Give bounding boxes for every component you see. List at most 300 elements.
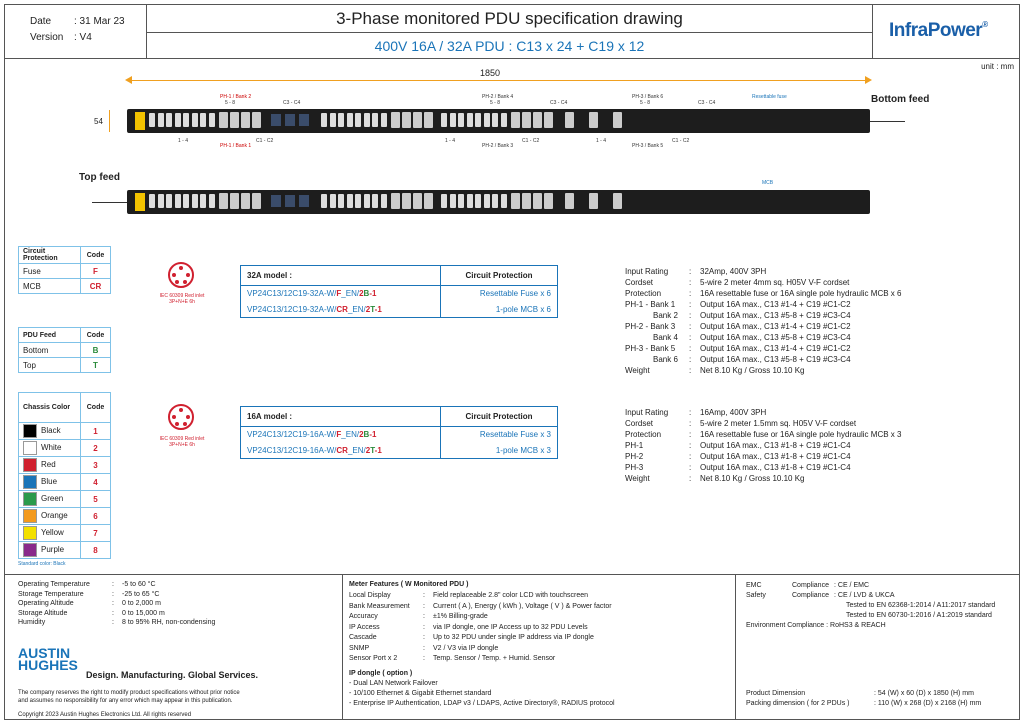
bank-label-ph1-b2: PH-1 / Bank 2 — [220, 94, 252, 100]
version-label: Version — [30, 32, 64, 43]
header-title-block — [147, 4, 872, 59]
spec-label: Protection — [625, 430, 662, 439]
chassis-header: Chassis Color — [19, 393, 81, 423]
meter-display-icon — [271, 114, 281, 126]
spec-value: 16Amp, 400V 3PH — [700, 408, 767, 417]
meter-colon: : — [423, 602, 425, 610]
c13-outlet-icon — [330, 113, 336, 127]
inlet-label-32a: IEC 60309 Red inlet 3P+N+E 6h — [159, 293, 205, 305]
env-colon: : — [112, 590, 114, 598]
product-dimension-label: Product Dimension — [746, 690, 806, 697]
iec60309-inlet-icon — [168, 404, 194, 430]
meter-colon: : — [423, 644, 425, 652]
legend-name: Orange — [19, 508, 81, 525]
length-dimension-line — [127, 80, 870, 81]
legend-code: T — [81, 358, 111, 373]
c19-outlet-icon — [544, 112, 553, 128]
c13-outlet-icon — [183, 194, 189, 208]
page-title: 3-Phase monitored PDU specification drawing — [147, 4, 872, 33]
bank-label-ph3-b6: PH-3 / Bank 6 — [632, 94, 664, 100]
chassis-code-header: Code — [81, 393, 111, 423]
spec-colon: : — [689, 441, 692, 450]
c19-outlet-icon — [219, 112, 228, 128]
model-number: VP24C13/12C19-16A-W/F_EN/2B-1 — [241, 427, 441, 443]
spec-value: 32Amp, 400V 3PH — [700, 267, 767, 276]
pdu-feed-table — [18, 327, 111, 373]
dongle-item: - Dual LAN Network Failover — [349, 680, 438, 687]
meter-display-icon — [271, 195, 281, 207]
color-swatch — [23, 492, 37, 506]
c13-outlet-icon — [175, 194, 181, 208]
page-subtitle: 400V 16A / 32A PDU : C13 x 24 + C19 x 12 — [374, 38, 645, 54]
packing-dimension-label: Packing dimension ( for 2 PDUs ) — [746, 700, 850, 707]
protection-value: 1-pole MCB x 3 — [441, 443, 558, 459]
date-label: Date — [30, 16, 52, 27]
resettable-fuse-label: Resettable fuse — [752, 94, 787, 100]
c13-outlet-icon — [166, 113, 172, 127]
c19-outlet-icon — [252, 112, 261, 128]
legend-name: Red — [19, 457, 81, 474]
logo-text-a: Infra — [889, 20, 928, 41]
c19-outlet-icon — [219, 193, 228, 209]
pdu-bottom-feed-drawing — [127, 109, 870, 133]
meter-value: V2 / V3 via IP dongle — [433, 644, 499, 652]
resettable-fuse-icon — [589, 112, 598, 128]
circuit-code-header: Code — [81, 247, 111, 264]
bank-label-ph1-b1: PH-1 / Bank 1 — [220, 143, 252, 149]
bank-c19-ph3-b5: C1 - C2 — [672, 138, 690, 144]
c19-outlet-icon — [230, 193, 239, 209]
emc-value: : CE / EMC — [834, 582, 870, 589]
spec-colon: : — [689, 267, 692, 276]
bank-label-ph3-b5: PH-3 / Bank 5 — [632, 143, 664, 149]
color-swatch — [23, 458, 37, 472]
c19-outlet-icon — [252, 193, 261, 209]
model-table-32a — [240, 265, 558, 318]
c13-outlet-icon — [458, 194, 464, 208]
legend-name: Purple — [19, 542, 81, 559]
c13-outlet-icon — [475, 194, 481, 208]
tagline: Design. Manufacturing. Global Services. — [86, 670, 259, 680]
c13-outlet-icon — [347, 113, 353, 127]
table-row — [241, 286, 558, 302]
c19-outlet-icon — [511, 112, 520, 128]
spec-value: Output 16A max., C13 #1-4 + C19 #C1-C2 — [700, 322, 851, 331]
env-value: -25 to 65 °C — [122, 590, 160, 598]
legend-code: 3 — [81, 457, 111, 474]
c19-outlet-icon — [413, 112, 422, 128]
legend-name: Yellow — [19, 525, 81, 542]
circuit-protection-table — [18, 246, 111, 294]
c19-outlet-icon — [533, 193, 542, 209]
resettable-fuse-icon — [613, 112, 622, 128]
height-dimension-line — [109, 110, 110, 132]
table-row — [19, 474, 111, 491]
c13-outlet-icon — [149, 194, 155, 208]
safety-value: : CE / LVD & UKCA — [834, 592, 895, 599]
infrapower-logo — [889, 20, 988, 42]
safety-label: Safety — [746, 592, 766, 599]
table-row — [241, 427, 558, 443]
env-label: Storage Temperature — [18, 590, 84, 598]
legend-name: Bottom — [19, 343, 81, 358]
footer-environment — [4, 574, 343, 720]
c13-outlet-icon — [321, 194, 327, 208]
bank-c19-ph2-b4: C3 - C4 — [550, 100, 568, 106]
length-value: 1850 — [480, 68, 501, 78]
c19-outlet-icon — [241, 112, 250, 128]
feed-code-header: Code — [81, 328, 111, 343]
spec-label: PH-1 - Bank 1 — [625, 300, 676, 309]
meter-colon: : — [423, 634, 425, 641]
model-16a-header: 16A model : — [241, 407, 441, 427]
c13-outlet-icon — [192, 113, 198, 127]
austin-hughes-logo: AUSTIN HUGHES — [18, 645, 78, 673]
c13-outlet-icon — [338, 113, 344, 127]
spec-colon: : — [689, 452, 692, 461]
legend-code: 5 — [81, 491, 111, 508]
meter-label: SNMP — [349, 644, 370, 652]
model-number: VP24C13/12C19-32A-W/CR_EN/2T-1 — [241, 302, 441, 318]
disclaimer-2: and assumes no responsibility for any error which may appear in this publication. — [18, 698, 233, 704]
protection-value: Resettable Fuse x 6 — [441, 286, 558, 302]
mcb-breaker-icon — [565, 193, 574, 209]
meter-colon: : — [423, 613, 425, 620]
spec-colon: : — [689, 300, 692, 309]
bank-c19-ph1-b1: C1 - C2 — [256, 138, 274, 144]
iec60309-inlet-icon — [168, 262, 194, 288]
spec-value: Output 16A max., C13 #1-8 + C19 #C1-C4 — [700, 452, 851, 461]
env-colon: : — [112, 581, 114, 588]
c13-outlet-icon — [364, 194, 370, 208]
c13-outlet-icon — [501, 194, 507, 208]
c13-outlet-icon — [475, 113, 481, 127]
meter-value: ±1% Billing-grade — [433, 613, 488, 620]
legend-name: Blue — [19, 474, 81, 491]
legend-name: MCB — [19, 279, 81, 294]
safety-compliance: Compliance — [792, 592, 829, 599]
spec-colon: : — [689, 278, 692, 287]
spec-label: Cordset — [625, 419, 654, 428]
legend-code: 1 — [81, 423, 111, 440]
table-row — [241, 302, 558, 318]
legend-code: CR — [81, 279, 111, 294]
env-value: -5 to 60 °C — [122, 581, 156, 588]
c13-outlet-icon — [467, 113, 473, 127]
meter-label: Bank Measurement — [349, 602, 410, 610]
standard-color-note: Standard color: Black — [18, 561, 66, 567]
c13-outlet-icon — [441, 194, 447, 208]
mcb-label: MCB — [762, 180, 774, 186]
color-swatch — [23, 526, 37, 540]
legend-name: Black — [19, 423, 81, 440]
label-plate — [135, 112, 145, 130]
meter-features-title: Meter Features ( W Monitored PDU ) — [349, 581, 469, 588]
emc-compliance: Compliance — [792, 582, 829, 589]
spec-value: Output 16A max., C13 #1-4 + C19 #C1-C2 — [700, 344, 851, 353]
meter-port-icon — [299, 195, 309, 207]
spec-value: Output 16A max., C13 #1-8 + C19 #C1-C4 — [700, 463, 851, 472]
spec-value: Output 16A max., C13 #5-8 + C19 #C3-C4 — [700, 333, 851, 342]
ip-dongle-title: IP dongle ( option ) — [349, 670, 413, 677]
c19-outlet-icon — [424, 193, 433, 209]
env-label: Storage Altitude — [18, 609, 68, 617]
env-colon: : — [112, 609, 114, 617]
footer-meter-features — [343, 574, 736, 720]
c13-outlet-icon — [441, 113, 447, 127]
c13-outlet-icon — [175, 113, 181, 127]
c13-outlet-icon — [458, 113, 464, 127]
meter-port-icon — [285, 195, 295, 207]
legend-code: 2 — [81, 440, 111, 457]
safety-value-2: Tested to EN 62368-1:2014 / A11:2017 standard — [846, 602, 996, 609]
spec-label: PH-3 - Bank 5 — [625, 344, 676, 353]
spec-colon: : — [689, 289, 692, 298]
top-feed-cable — [92, 202, 127, 203]
c13-outlet-icon — [381, 113, 387, 127]
bank-range-ph2-b4: 5 - 8 — [490, 100, 501, 106]
table-row — [19, 440, 111, 457]
c13-outlet-icon — [492, 194, 498, 208]
c19-outlet-icon — [391, 193, 400, 209]
spec-colon: : — [689, 419, 692, 428]
color-swatch — [23, 543, 37, 557]
env-label: Operating Altitude — [18, 600, 74, 607]
c19-outlet-icon — [424, 112, 433, 128]
c13-outlet-icon — [467, 194, 473, 208]
spec-label: PH-2 - Bank 3 — [625, 322, 676, 331]
spec-colon: : — [689, 463, 692, 472]
header-meta — [4, 4, 147, 59]
table-row — [241, 443, 558, 459]
spec-label: Input Rating — [625, 267, 669, 276]
legend-name: Green — [19, 491, 81, 508]
bank-range-ph1-b2: 5 - 8 — [225, 100, 236, 106]
c13-outlet-icon — [158, 113, 164, 127]
c13-outlet-icon — [372, 113, 378, 127]
meter-value: Field replaceable 2.8" color LCD with touchscreen — [433, 592, 589, 599]
table-row — [19, 423, 111, 440]
mcb-breaker-icon — [589, 193, 598, 209]
c13-outlet-icon — [338, 194, 344, 208]
table-row — [19, 491, 111, 508]
safety-value-3: Tested to EN 60730-1:2016 / A1:2019 standard — [846, 612, 992, 619]
spec-value: Output 16A max., C13 #1-4 + C19 #C1-C2 — [700, 300, 851, 309]
spec-label: Weight — [625, 366, 650, 375]
env-label: Operating Temperature — [18, 581, 90, 588]
spec-value: Net 8.10 Kg / Gross 10.10 Kg — [700, 366, 805, 375]
env-colon: : — [112, 600, 114, 607]
spec-colon: : — [689, 366, 692, 375]
spec-value: 16A resettable fuse or 16A single pole hydraulic MCB x 3 — [700, 430, 902, 439]
c19-outlet-icon — [391, 112, 400, 128]
spec-label: Protection — [625, 289, 662, 298]
chassis-color-table — [18, 392, 111, 559]
meter-label: Local Display — [349, 592, 391, 599]
c13-outlet-icon — [450, 113, 456, 127]
protection-value: Resettable Fuse x 3 — [441, 427, 558, 443]
spec-colon: : — [689, 344, 692, 353]
c13-outlet-icon — [200, 194, 206, 208]
c13-outlet-icon — [501, 113, 507, 127]
spec-label: PH-2 — [625, 452, 644, 461]
spec-label: PH-1 — [625, 441, 644, 450]
bottom-feed-label: Bottom feed — [871, 94, 930, 105]
env-value: 0 to 15,000 m — [122, 609, 165, 617]
spec-value: 16A resettable fuse or 16A single pole hydraulic MCB x 6 — [700, 289, 902, 298]
c19-outlet-icon — [544, 193, 553, 209]
meter-port-icon — [285, 114, 295, 126]
table-row — [19, 358, 111, 373]
model-number: VP24C13/12C19-32A-W/F_EN/2B-1 — [241, 286, 441, 302]
spec-label: PH-3 — [625, 463, 644, 472]
c19-outlet-icon — [230, 112, 239, 128]
table-row — [19, 508, 111, 525]
protection-value: 1-pole MCB x 6 — [441, 302, 558, 318]
c13-outlet-icon — [183, 113, 189, 127]
c13-outlet-icon — [209, 113, 215, 127]
unit-label: unit : mm — [981, 62, 1014, 71]
c13-outlet-icon — [364, 113, 370, 127]
c19-outlet-icon — [402, 112, 411, 128]
logo-reg: ® — [982, 20, 988, 29]
brand-block — [872, 4, 1020, 59]
color-swatch — [23, 441, 37, 455]
legend-code: 7 — [81, 525, 111, 542]
spec-value: Output 16A max., C13 #5-8 + C19 #C3-C4 — [700, 311, 851, 320]
spec-value: Output 16A max., C13 #5-8 + C19 #C3-C4 — [700, 355, 851, 364]
spec-colon: : — [689, 408, 692, 417]
top-feed-label: Top feed — [79, 172, 120, 183]
pdu-top-feed-drawing — [127, 190, 870, 214]
env-colon: : — [112, 619, 114, 626]
table-row — [19, 264, 111, 279]
bank-c19-ph2-b3: C1 - C2 — [522, 138, 540, 144]
dongle-item: - Enterprise IP Authentication, LDAP v3 / LDAPS, Active Directory®, RADIUS protocol — [349, 700, 615, 707]
spec-value: Output 16A max., C13 #1-8 + C19 #C1-C4 — [700, 441, 851, 450]
legend-code: B — [81, 343, 111, 358]
spec-label: Bank 6 — [653, 355, 678, 364]
c13-outlet-icon — [166, 194, 172, 208]
bottom-feed-cable — [870, 121, 905, 122]
color-swatch — [23, 475, 37, 489]
spec-value: 5-wire 2 meter 1.5mm sq. H05V V-F cordset — [700, 419, 857, 428]
env-label: Humidity — [18, 619, 46, 626]
legend-code: F — [81, 264, 111, 279]
product-dimension-value: : 54 (W) x 60 (D) x 1850 (H) mm — [874, 690, 974, 697]
c13-outlet-icon — [158, 194, 164, 208]
meter-label: Cascade — [349, 634, 377, 641]
c13-outlet-icon — [484, 194, 490, 208]
feed-header: PDU Feed — [19, 328, 81, 343]
meter-value: via IP dongle, one IP Access up to 32 PDU Levels — [433, 623, 588, 631]
spec-label: Cordset — [625, 278, 654, 287]
emc-label: EMC — [746, 582, 762, 589]
c19-outlet-icon — [413, 193, 422, 209]
bank-range-ph3-b5: 1 - 4 — [596, 138, 607, 144]
dongle-item: - 10/100 Ethernet & Gigabit Ethernet standard — [349, 690, 492, 697]
meter-label: IP Access — [349, 623, 380, 631]
meter-colon: : — [423, 623, 425, 631]
date-value: : 31 Mar 23 — [74, 16, 125, 27]
table-row — [19, 542, 111, 559]
c19-outlet-icon — [522, 193, 531, 209]
spec-colon: : — [689, 333, 692, 342]
color-swatch — [23, 424, 37, 438]
env-value: 0 to 2,000 m — [122, 600, 161, 607]
bank-label-ph2-b4: PH-2 / Bank 4 — [482, 94, 514, 100]
spec-value: 5-wire 2 meter 4mm sq. H05V V-F cordset — [700, 278, 850, 287]
model-table-16a — [240, 406, 558, 459]
bank-c19-ph1-b2: C3 - C4 — [283, 100, 301, 106]
table-row — [19, 343, 111, 358]
packing-dimension-value: : 110 (W) x 268 (D) x 2168 (H) mm — [874, 700, 982, 707]
meter-colon: : — [423, 592, 425, 599]
version-value: : V4 — [74, 32, 92, 43]
table-row — [19, 457, 111, 474]
legend-name: White — [19, 440, 81, 457]
meter-label: Accuracy — [349, 613, 378, 620]
c13-outlet-icon — [492, 113, 498, 127]
environment-compliance: Environment Compliance : RoHS3 & REACH — [746, 622, 886, 629]
meter-value: Temp. Sensor / Temp. + Humid. Sensor — [433, 655, 556, 662]
label-plate — [135, 193, 145, 211]
spec-colon: : — [689, 474, 692, 483]
c19-outlet-icon — [533, 112, 542, 128]
c13-outlet-icon — [484, 113, 490, 127]
table-row — [19, 525, 111, 542]
c19-outlet-icon — [241, 193, 250, 209]
legend-code: 4 — [81, 474, 111, 491]
dimension-arrow-right — [865, 76, 872, 84]
logo-text-b: Power — [927, 20, 983, 41]
env-value: 8 to 95% RH, non-condensing — [122, 619, 216, 626]
spec-colon: : — [689, 311, 692, 320]
c13-outlet-icon — [355, 113, 361, 127]
c13-outlet-icon — [355, 194, 361, 208]
c13-outlet-icon — [200, 113, 206, 127]
circuit-protection-header: Circuit Protection — [441, 266, 558, 286]
spec-label: Weight — [625, 474, 650, 483]
height-value: 54 — [94, 117, 103, 126]
bank-c19-ph3-b6: C3 - C4 — [698, 100, 716, 106]
c13-outlet-icon — [372, 194, 378, 208]
bank-range-ph3-b6: 5 - 8 — [640, 100, 651, 106]
bank-label-ph2-b3: PH-2 / Bank 3 — [482, 143, 514, 149]
c13-outlet-icon — [149, 113, 155, 127]
c13-outlet-icon — [209, 194, 215, 208]
c13-outlet-icon — [192, 194, 198, 208]
model-number: VP24C13/12C19-16A-W/CR_EN/2T-1 — [241, 443, 441, 459]
spec-colon: : — [689, 430, 692, 439]
meter-port-icon — [299, 114, 309, 126]
c19-outlet-icon — [511, 193, 520, 209]
bank-range-ph1-b1: 1 - 4 — [178, 138, 189, 144]
meter-colon: : — [423, 655, 425, 662]
inlet-label-16a: IEC 60309 Red inlet 3P+N+E 6h — [159, 436, 205, 448]
color-swatch — [23, 509, 37, 523]
circuit-protection-header: Circuit Protection — [441, 407, 558, 427]
legend-name: Top — [19, 358, 81, 373]
spec-colon: : — [689, 355, 692, 364]
footer-compliance — [736, 574, 1020, 720]
c13-outlet-icon — [347, 194, 353, 208]
resettable-fuse-icon — [565, 112, 574, 128]
c19-outlet-icon — [402, 193, 411, 209]
bank-range-ph2-b3: 1 - 4 — [445, 138, 456, 144]
spec-label: Bank 4 — [653, 333, 678, 342]
c13-outlet-icon — [330, 194, 336, 208]
